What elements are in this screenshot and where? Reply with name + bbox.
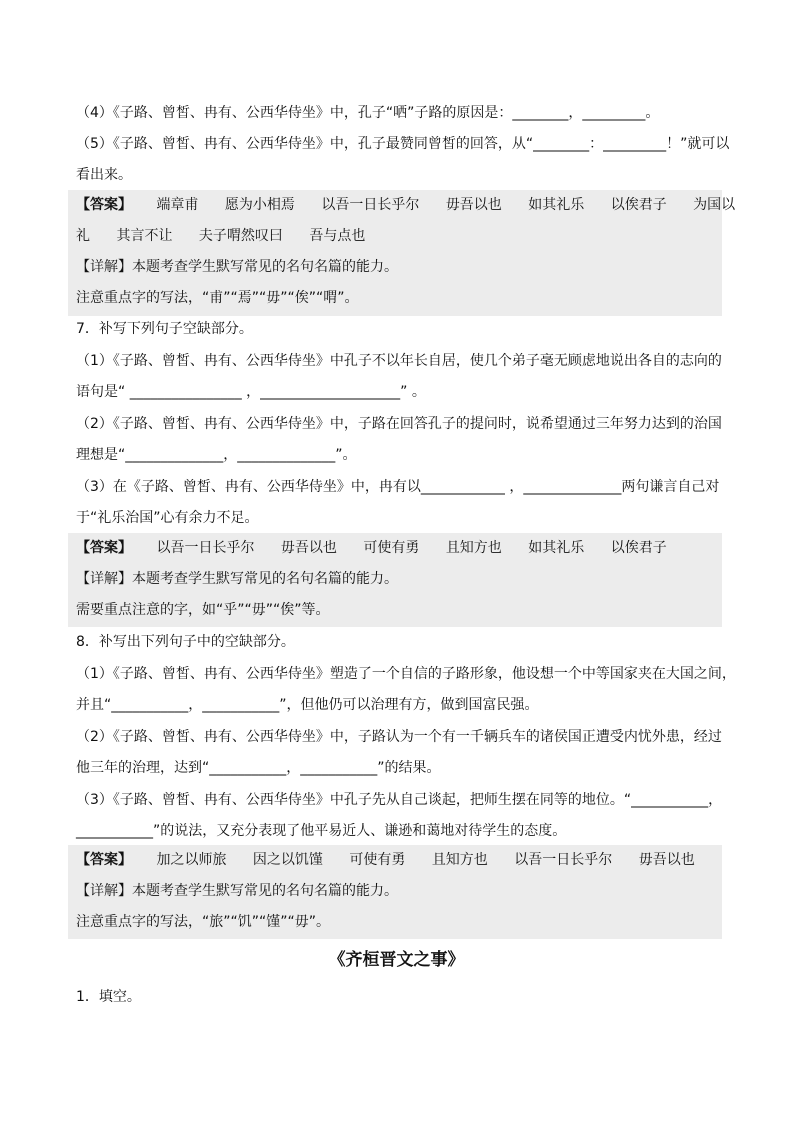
q7-detail: 【详解】本题考查学生默写常见的名句名篇的能力。 (76, 571, 398, 587)
q7-note: 需要重点注意的字，如“乎”“毋”“俟”等。 (76, 602, 330, 618)
q7-item-1-line2: 语句是“ ________________ ，____________________” 。 (76, 384, 426, 400)
q6-note: 注意重点字的写法，“甫”“焉”“毋”“俟”“喟”。 (76, 290, 359, 306)
answer-item: 如其礼乐 (528, 197, 585, 213)
answer-item: 可使有勇 (349, 852, 406, 868)
q8-item-3-line2: ___________”的说法，又充分表现了他平易近人、谦逊和蔼地对待学生的态度。 (76, 823, 567, 839)
section-title: 《齐桓晋文之事》 (328, 950, 465, 970)
answer-item: 以吾一日长乎尔 (514, 852, 613, 868)
answer-item: 如其礼乐 (528, 540, 585, 556)
answer-item: 以吾一日长乎尔 (321, 197, 420, 213)
answer-item: 以俟君子 (610, 197, 667, 213)
answer-item: 吾与点也 (309, 228, 366, 244)
answer-item: 毋吾以也 (280, 540, 337, 556)
q7-item-1-line1: （1）《子路、曾皙、冉有、公西华侍坐》中孔子不以年长自居，使几个弟子毫无顾虑地说出各自的志向的 (76, 353, 722, 369)
q6-detail: 【详解】本题考查学生默写常见的名句名篇的能力。 (76, 259, 398, 275)
q8-note: 注意重点字的写法，“旅”“饥”“馑”“毋”。 (76, 914, 331, 930)
answer-item: 以吾一日长乎尔 (156, 540, 255, 556)
q8-answer-line (76, 845, 722, 876)
answer-item: 且知方也 (445, 540, 502, 556)
answer-item: 加之以师旅 (156, 852, 227, 868)
q6-item-5-line2: 看出来。 (76, 167, 132, 183)
answer-item: 可使有勇 (363, 540, 420, 556)
q7-item-3-line1: （3）在《子路、曾皙、冉有、公西华侍坐》中，冉有以____________ ，______________两句谦言自己对 (76, 479, 720, 495)
q6-answer-line1 (76, 190, 736, 221)
q8-item-2-line1: （2）《子路、曾皙、冉有、公西华侍坐》中，子路认为一个有一千辆兵车的诸侯国正遭受内忧外患，经过 (76, 729, 722, 745)
answer-item: 以俟君子 (610, 540, 667, 556)
q8-item-2-line2: 他三年的治理，达到“___________，___________”的结果。 (76, 760, 441, 776)
answer-item: 毋吾以也 (638, 852, 695, 868)
q7-item-3-line2: 于“礼乐治国”心有余力不足。 (76, 510, 259, 526)
answer-item: 为国以 (693, 197, 736, 213)
answer-item: 夫子喟然叹曰 (198, 228, 283, 244)
answer-item: 礼 (76, 228, 90, 244)
q7-item-2-line1: （2）《子路、曾皙、冉有、公西华侍坐》中，子路在回答孔子的提问时，说希望通过三年努力达到的治国 (76, 416, 722, 432)
answer-tag: 【答案】 (76, 852, 132, 868)
q7-answer-line (76, 533, 722, 564)
q7-heading: 7．补写下列句子空缺部分。 (76, 321, 253, 337)
answer-item: 愿为小相焉 (224, 197, 295, 213)
answer-item: 端章甫 (156, 197, 199, 213)
q8-heading: 8．补写出下列句子中的空缺部分。 (76, 634, 295, 650)
q7-item-2-line2: 理想是“______________，______________”。 (76, 447, 357, 463)
answer-item: 毋吾以也 (445, 197, 502, 213)
answer-item: 其言不让 (116, 228, 173, 244)
q6-answer-line2 (76, 221, 722, 252)
answer-tag: 【答案】 (76, 197, 132, 213)
answer-item: 因之以饥馑 (252, 852, 323, 868)
q8-item-1-line2: 并且“___________，___________”，但他仍可以治理有方，做到国富民强。 (76, 697, 539, 713)
q8-item-1-line1: （1）《子路、曾皙、冉有、公西华侍坐》塑造了一个自信的子路形象，他设想一个中等国家夹在大国之间， (76, 666, 736, 682)
q6-item-4: （4）《子路、曾皙、冉有、公西华侍坐》中，孔子“哂”子路的原因是：________，_________。 (76, 105, 660, 121)
q8-detail: 【详解】本题考查学生默写常见的名句名篇的能力。 (76, 883, 398, 899)
q1-heading: 1．填空。 (76, 989, 141, 1005)
answer-item: 且知方也 (431, 852, 488, 868)
q8-item-3-line1: （3）《子路、曾皙、冉有、公西华侍坐》中孔子先从自己谈起，把师生摆在同等的地位。“___________， (76, 792, 723, 808)
q6-item-5-line1: （5）《子路、曾皙、冉有、公西华侍坐》中，孔子最赞同曾皙的回答，从“________：_________！”就可以 (76, 136, 730, 152)
answer-tag: 【答案】 (76, 540, 132, 556)
